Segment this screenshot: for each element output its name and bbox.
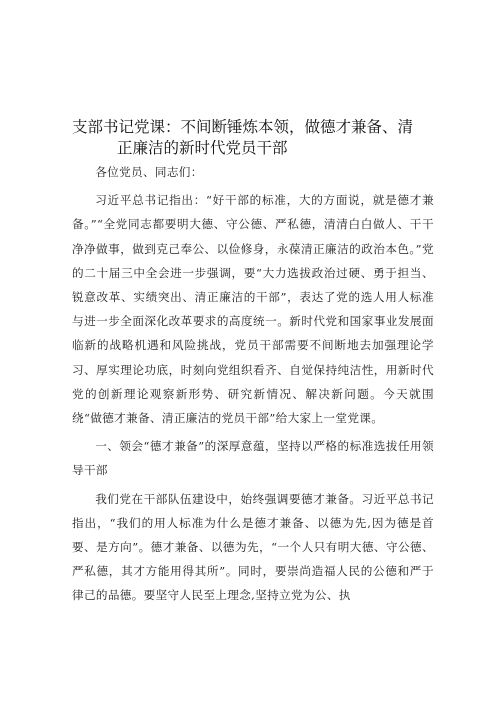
document-body bbox=[72, 160, 434, 608]
greeting: 各位党员、同志们： bbox=[95, 165, 203, 179]
title-line-2: 正廉洁的新时代党员干部 bbox=[117, 139, 288, 157]
intro-paragraph: 习近平总书记指出：“好干部的标准，大的方面说，就是德才兼备。”“全党同志都要明大德、守公德、严私德，清清白白做人、干干净净做事，做到克己奉公、以俭修身，永葆清正廉洁的政治本色。”党的二十届三中全会进一步强调，要“大力选拔政治过硬、勇于担当、锐意改革、实绩突出、清正廉洁的干部”，表达了党的选人用人标准与进一步全面深化改革要求的高度统一。新时代党和国家事业发展面临新的战略机遇和风险挑战，党员干部需要不间断地去加强理论学习、厚实理论功底，时刻向党组织看齐、自觉保持纯洁性，用新时代党的创新理论观察新形势、研究新情况、解决新问题。今天就围绕“做德才兼备、清正廉洁的党员干部”给大家上一堂党课。 bbox=[72, 193, 434, 426]
section-paragraph: 我们党在干部队伍建设中，始终强调要德才兼备。习近平总书记指出，“我们的用人标准为什么是德才兼备、以德为先,因为德是首要、是方向”。德才兼备、以德为先，“一个人只有明大德、守公德、严私德，其才方能用得其所”。同时，要崇尚造福人民的公德和严于律己的品德。要坚守人民至上理念,坚持立党为公、执 bbox=[72, 491, 434, 603]
section-heading: 一、领会“德才兼备”的深厚意蕴，坚持以严格的标准选拔任用领导干部 bbox=[72, 439, 434, 478]
document-title bbox=[72, 117, 442, 159]
title-line-1: 支部书记党课：不间断锤炼本领，做德才兼备、清 bbox=[72, 118, 414, 136]
